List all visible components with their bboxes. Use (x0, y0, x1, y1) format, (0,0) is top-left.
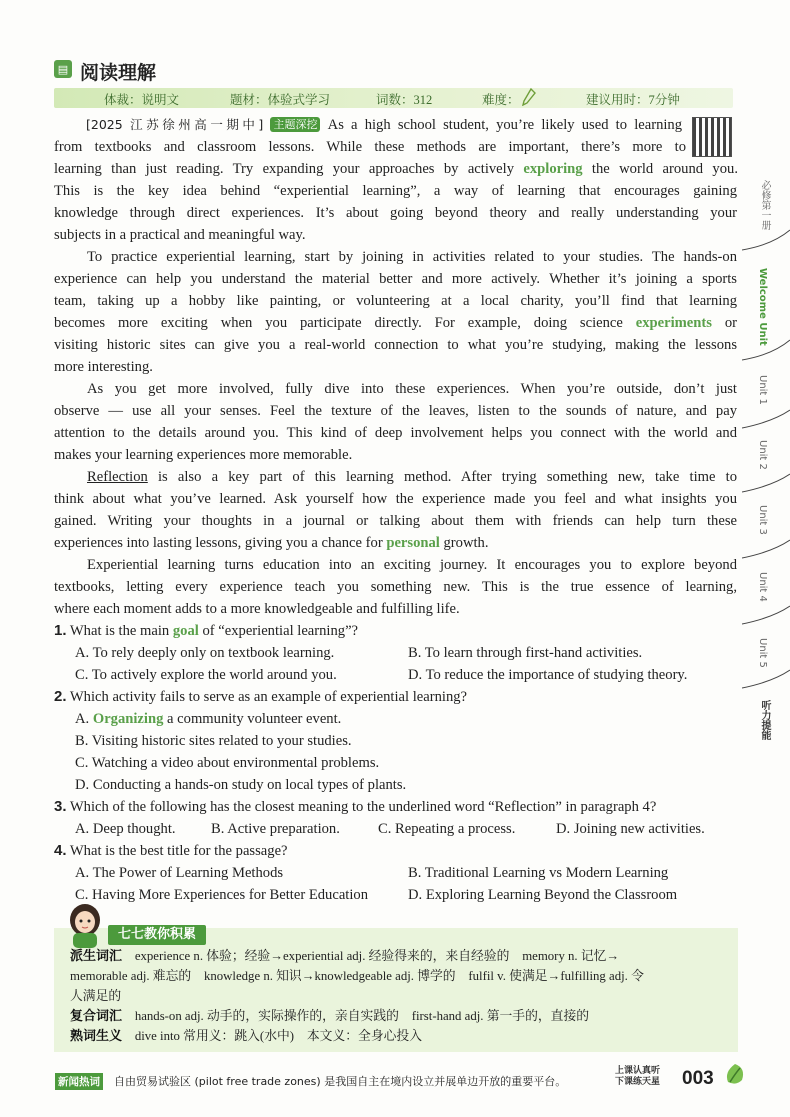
passage-text: As a high school student, you’re likely used to learning (327, 117, 682, 133)
vocab-familiar: 熟词生义 dive into 常用义：跳入(水中) 本文义：全身心投入 (70, 1029, 423, 1044)
paragraph-3 (54, 378, 737, 466)
side-tab-book[interactable]: 必修第一册 (759, 180, 770, 230)
passage-line: learning than just reading. Try expanding your approaches by actively exploring the world around you. (54, 161, 738, 177)
news-text: 自由贸易试验区 (pilot free trade zones) 是我国自主在境内设立并展单边开放的重要平台。 (114, 1075, 567, 1088)
side-tab-unit-3[interactable]: Unit 3 (757, 505, 768, 535)
passage-line: Experiential learning turns education into an exciting journey. It encourages you to explore beyond (87, 557, 737, 573)
option-3c[interactable]: C. Repeating a process. (378, 821, 516, 837)
option-2c[interactable]: C. Watching a video about environmental problems. (75, 755, 380, 771)
option-2a[interactable]: A. Organizing a community volunteer event. (75, 711, 342, 727)
passage-line: visiting historic sites can give you a real-world connection to what you’re studying, making the lessons (54, 337, 737, 353)
option-3d[interactable]: D. Joining new activities. (556, 821, 705, 837)
passage-line: attention to the details around you. This kind of deep involvement helps you connect with the world and (54, 425, 737, 441)
side-tab-unit-4[interactable]: Unit 4 (757, 572, 768, 602)
paragraph-2 (54, 246, 737, 378)
topic-label: 题材：体验式学习 (230, 93, 331, 107)
option-1a[interactable]: A. To rely deeply only on textbook learning. (75, 645, 335, 661)
passage-line: becomes more exciting when you participate directly. For example, doing science experiments or (54, 315, 737, 331)
paragraph-5 (54, 554, 737, 620)
option-1d[interactable]: D. To reduce the importance of studying theory. (408, 667, 688, 683)
side-tab-unit-5[interactable]: Unit 5 (757, 638, 768, 668)
side-tab-strip (742, 160, 790, 750)
genre-label: 体裁：说明文 (104, 93, 180, 107)
option-1b[interactable]: B. To learn through first-hand activities. (408, 645, 643, 661)
passage-line: where each moment adds to a more knowledgeable and fulfilling life. (54, 601, 460, 617)
book-icon: ▤ (54, 60, 72, 78)
passage-line: more interesting. (54, 359, 153, 375)
side-tab-unit-1[interactable]: Unit 1 (757, 375, 768, 405)
vocab-derived-1: 派生词汇 experience n. 体验；经验→experiential adj. 经验得来的，来自经验的 memory n. 记忆→ (70, 949, 620, 964)
passage-line: As you get more involved, fully dive into these experiences. When you’re outside, don’t just (87, 381, 737, 397)
side-tab-unit-2[interactable]: Unit 2 (757, 440, 768, 470)
question-1: 1. What is the main goal of “experiential learning”? (54, 622, 359, 639)
vocab-header: 七七教你积累 (108, 925, 206, 945)
leaf-mascot-icon (722, 1062, 748, 1093)
difficulty-label: 难度： (482, 93, 520, 107)
info-bar (54, 88, 733, 108)
underlined-word: Reflection (87, 469, 148, 485)
source-line (86, 114, 686, 136)
time-label: 建议用时：7分钟 (586, 93, 680, 107)
option-1c[interactable]: C. To actively explore the world around you. (75, 667, 337, 683)
passage-line: observe — use all your senses. Feel the texture of the leaves, listen to the sounds of nature, and pay (54, 403, 737, 419)
option-4b[interactable]: B. Traditional Learning vs Modern Learning (408, 865, 669, 881)
option-4d[interactable]: D. Exploring Learning Beyond the Classroom (408, 887, 678, 903)
side-tab-listening[interactable]: 听力提能 (759, 700, 770, 740)
passage-line: team, taking up a hobby like painting, or volunteering at a local charity, you’ll find that learning (54, 293, 737, 309)
passage-line: knowledge through direct experiences. It’s about going beyond theory and really understanding your (54, 205, 737, 221)
section-title: 阅读理解 (80, 63, 157, 84)
paragraph-4 (54, 466, 737, 554)
highlight-word: personal (386, 535, 440, 551)
passage-line: makes your learning experiences more memorable. (54, 447, 353, 463)
option-2d[interactable]: D. Conducting a hands-on study on local types of plants. (75, 777, 407, 793)
passage-line: think about what you’ve learned. Ask yourself how the experience made you feel and what insights you (54, 491, 737, 507)
passage-line: experience can help you understand the material better and more actively. Whether it’s joining a sports (54, 271, 737, 287)
passage-line: Reflection is also a key part of this learning method. After trying something new, take time to (87, 469, 737, 485)
highlight-word: experiments (635, 315, 712, 331)
footer-slogan: 上课认真听 下课练天星 (615, 1066, 661, 1087)
highlight-word: exploring (523, 161, 583, 177)
passage-line: gained. Writing your thoughts in a journal or talking about them with friends can help turn these (54, 513, 737, 529)
option-4c[interactable]: C. Having More Experiences for Better Education (75, 887, 368, 903)
passage-line: subjects in a practical and meaningful way. (54, 227, 306, 243)
mascot-avatar-icon (64, 900, 106, 948)
side-tab-dividers (742, 160, 790, 750)
vocab-compound: 复合词汇 hands-on adj. 动手的，实际操作的，亲自实践的 first-hand adj. 第一手的，直接的 (70, 1009, 590, 1024)
vocab-derived-3: 人满足的 (70, 989, 122, 1003)
question-3: 3. Which of the following has the closest meaning to the underlined word “Reflection” in paragraph 4? (54, 798, 657, 815)
option-4a[interactable]: A. The Power of Learning Methods (75, 865, 284, 881)
source-tag: 主题深挖 (270, 117, 320, 132)
passage-line: To practice experiential learning, start by joining in activities related to your studies. The hands-on (87, 249, 737, 265)
news-tag: 新闻热词 (55, 1073, 103, 1090)
passage-line: textbooks, letting every experience teach you something new. This is the true essence of learning, (54, 579, 737, 595)
passage-line: from textbooks and classroom lessons. While these methods are important, there’s more to (54, 139, 686, 155)
page-number: 003 (682, 1068, 714, 1089)
passage-line: experiences into lasting lessons, giving you a chance for personal growth. (54, 535, 489, 551)
question-4: 4. What is the best title for the passage? (54, 842, 288, 859)
option-3b[interactable]: B. Active preparation. (211, 821, 340, 837)
passage-line: This is the key idea behind “experiential learning”, a way of learning that encourages gaining (54, 183, 737, 199)
source-label: [2025 江苏徐州高一期中] (86, 117, 264, 132)
pen-icon (522, 88, 536, 110)
option-3a[interactable]: A. Deep thought. (75, 821, 176, 837)
vocab-derived-2: memorable adj. 难忘的 knowledge n. 知识→knowledgeable adj. 博学的 fulfil v. 使满足→fulfilling adj. 令 (70, 969, 644, 983)
side-tab-welcome[interactable]: Welcome Unit (757, 268, 768, 346)
paragraph-1 (54, 136, 737, 246)
option-2b[interactable]: B. Visiting historic sites related to your studies. (75, 733, 352, 749)
word-count: 词数：312 (376, 93, 433, 107)
question-2: 2. Which activity fails to serve as an example of experiential learning? (54, 688, 468, 705)
